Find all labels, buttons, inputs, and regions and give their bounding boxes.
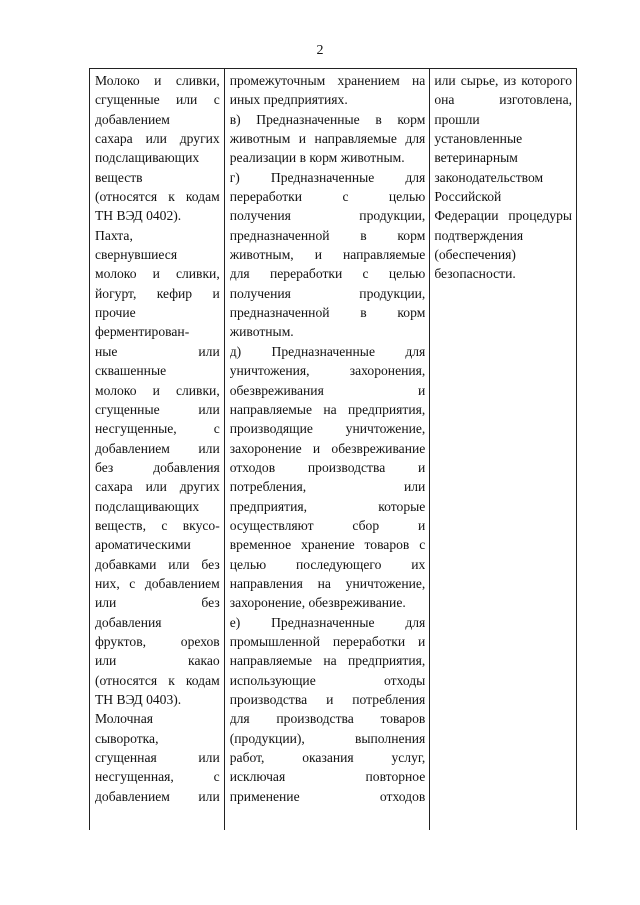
destination-line: для производства товаров [229, 711, 426, 727]
product-description-line: сахара или других [95, 131, 220, 147]
product-description-line: сыворотка, [95, 730, 159, 746]
destination-line: использующие отходы [229, 672, 426, 688]
destination-line: предназначенной в корм [229, 227, 426, 243]
destination-line: уничтожения, захоронения, [229, 363, 426, 379]
destination-line: целью последующего их [229, 556, 426, 572]
product-description-line: ароматическими [95, 537, 191, 553]
destination-line: животным. [229, 324, 294, 340]
conditions-line: прошли [434, 111, 480, 127]
destination-line: временное хранение товаров с [229, 537, 426, 553]
destination-line: производящие уничтожение, [229, 421, 426, 437]
destination-line: получения продукции, [229, 208, 426, 224]
product-description-line: добавлением или [95, 440, 220, 456]
product-description-line: без добавления [95, 459, 220, 475]
product-description-line: добавлением [95, 111, 170, 127]
conditions-line: она изготовлена, [434, 92, 573, 108]
destination-line: предприятия, которые [229, 498, 426, 514]
product-description-line: прочие [95, 305, 136, 321]
product-description-line: ные или [95, 343, 220, 359]
product-description-line: сгущенные или с [95, 92, 220, 108]
destination-column [225, 69, 431, 830]
destination-line: применение отходов [229, 788, 426, 804]
product-description-line: молоко и сливки, [95, 266, 220, 282]
product-description-line: сгущенные или [95, 401, 220, 417]
product-description-line: подслащивающих [95, 150, 200, 166]
conditions-line: или сырье, из которого [434, 73, 573, 88]
regulation-table [89, 68, 577, 830]
conditions-line: Российской [434, 189, 502, 205]
destination-line: обезвреживания и [229, 382, 426, 398]
conditions-line: подтверждения [434, 227, 524, 243]
conditions-line: Федерации процедуры [434, 208, 573, 224]
destination-line: направляемые на предприятия, [229, 401, 426, 417]
product-description-line: сквашенные [95, 363, 167, 379]
product-description-line: веществ [95, 169, 143, 185]
product-description-line: йогурт, кефир и [95, 285, 220, 301]
product-description-line: них, с добавлением [95, 575, 220, 591]
destination-line: переработки с целью [229, 189, 426, 205]
destination-line: производства и потребления [229, 692, 426, 707]
destination-line: промежуточным хранением на [229, 73, 426, 88]
product-description-line: несгущенная, с [95, 769, 220, 785]
destination-line: (продукции), выполнения [229, 730, 426, 746]
product-description-line: добавками или без [95, 556, 220, 572]
conditions-line: безопасности. [434, 266, 516, 282]
conditions-line: (обеспечения) [434, 247, 516, 263]
destination-line: захоронение, обезвреживание. [229, 595, 406, 611]
destination-line: захоронение и обезвреживание [229, 440, 426, 456]
conditions-column [430, 69, 577, 830]
product-description-line: или без [95, 595, 220, 611]
destination-line: исключая повторное [229, 769, 426, 785]
product-description-line: добавления [95, 614, 162, 630]
product-description-line: ферментирован- [95, 324, 190, 340]
product-description-column [90, 69, 225, 830]
product-description-line: веществ, с вкусо- [95, 517, 220, 533]
product-description-line: Пахта, [95, 227, 133, 243]
destination-line: предназначенной в корм [229, 305, 426, 321]
destination-line: отходов производства и [229, 459, 426, 475]
product-description-line: ТН ВЭД 0403). [95, 692, 182, 707]
product-description-line: Молочная [95, 711, 153, 727]
destination-line: е) Предназначенные для [229, 614, 426, 630]
product-description-line: (относятся к кодам [95, 672, 220, 688]
conditions-line: ветеринарным [434, 150, 518, 166]
destination-line: работ, оказания услуг, [229, 750, 426, 766]
destination-line: животным и направляемые для [229, 131, 426, 147]
product-description-line: или какао [95, 653, 220, 669]
product-description-line: подслащивающих [95, 498, 200, 514]
product-description-line: ТН ВЭД 0402). [95, 208, 182, 224]
product-description-line: Молоко и сливки, [95, 73, 220, 88]
product-description-line: добавлением или [95, 788, 220, 804]
destination-line: для переработки с целью [229, 266, 426, 282]
conditions-line: законодательством [434, 169, 544, 185]
product-description-line: фруктов, орехов [95, 633, 220, 649]
destination-line: направления на уничтожение, [229, 575, 426, 591]
product-description-line: (относятся к кодам [95, 189, 220, 205]
product-description-line: сгущенная или [95, 750, 220, 766]
conditions-line: установленные [434, 131, 523, 147]
destination-line: животным, и направляемые [229, 247, 426, 263]
destination-line: осуществляют сбор и [229, 517, 426, 533]
destination-line: в) Предназначенные в корм [229, 111, 426, 127]
destination-line: промышленной переработки и [229, 633, 426, 649]
product-description-line: молоко и сливки, [95, 382, 220, 398]
product-description-line: сахара или других [95, 479, 220, 495]
destination-line: иных предприятиях. [229, 92, 348, 108]
page-number: 2 [316, 43, 324, 58]
destination-line: потребления, или [229, 479, 426, 495]
product-description-line: свернувшиеся [95, 247, 178, 263]
destination-line: направляемые на предприятия, [229, 653, 426, 669]
destination-line: реализации в корм животным. [229, 150, 405, 166]
destination-line: г) Предназначенные для [229, 169, 426, 185]
destination-line: получения продукции, [229, 285, 426, 301]
destination-line: д) Предназначенные для [229, 343, 426, 359]
product-description-line: несгущенные, с [95, 421, 220, 437]
